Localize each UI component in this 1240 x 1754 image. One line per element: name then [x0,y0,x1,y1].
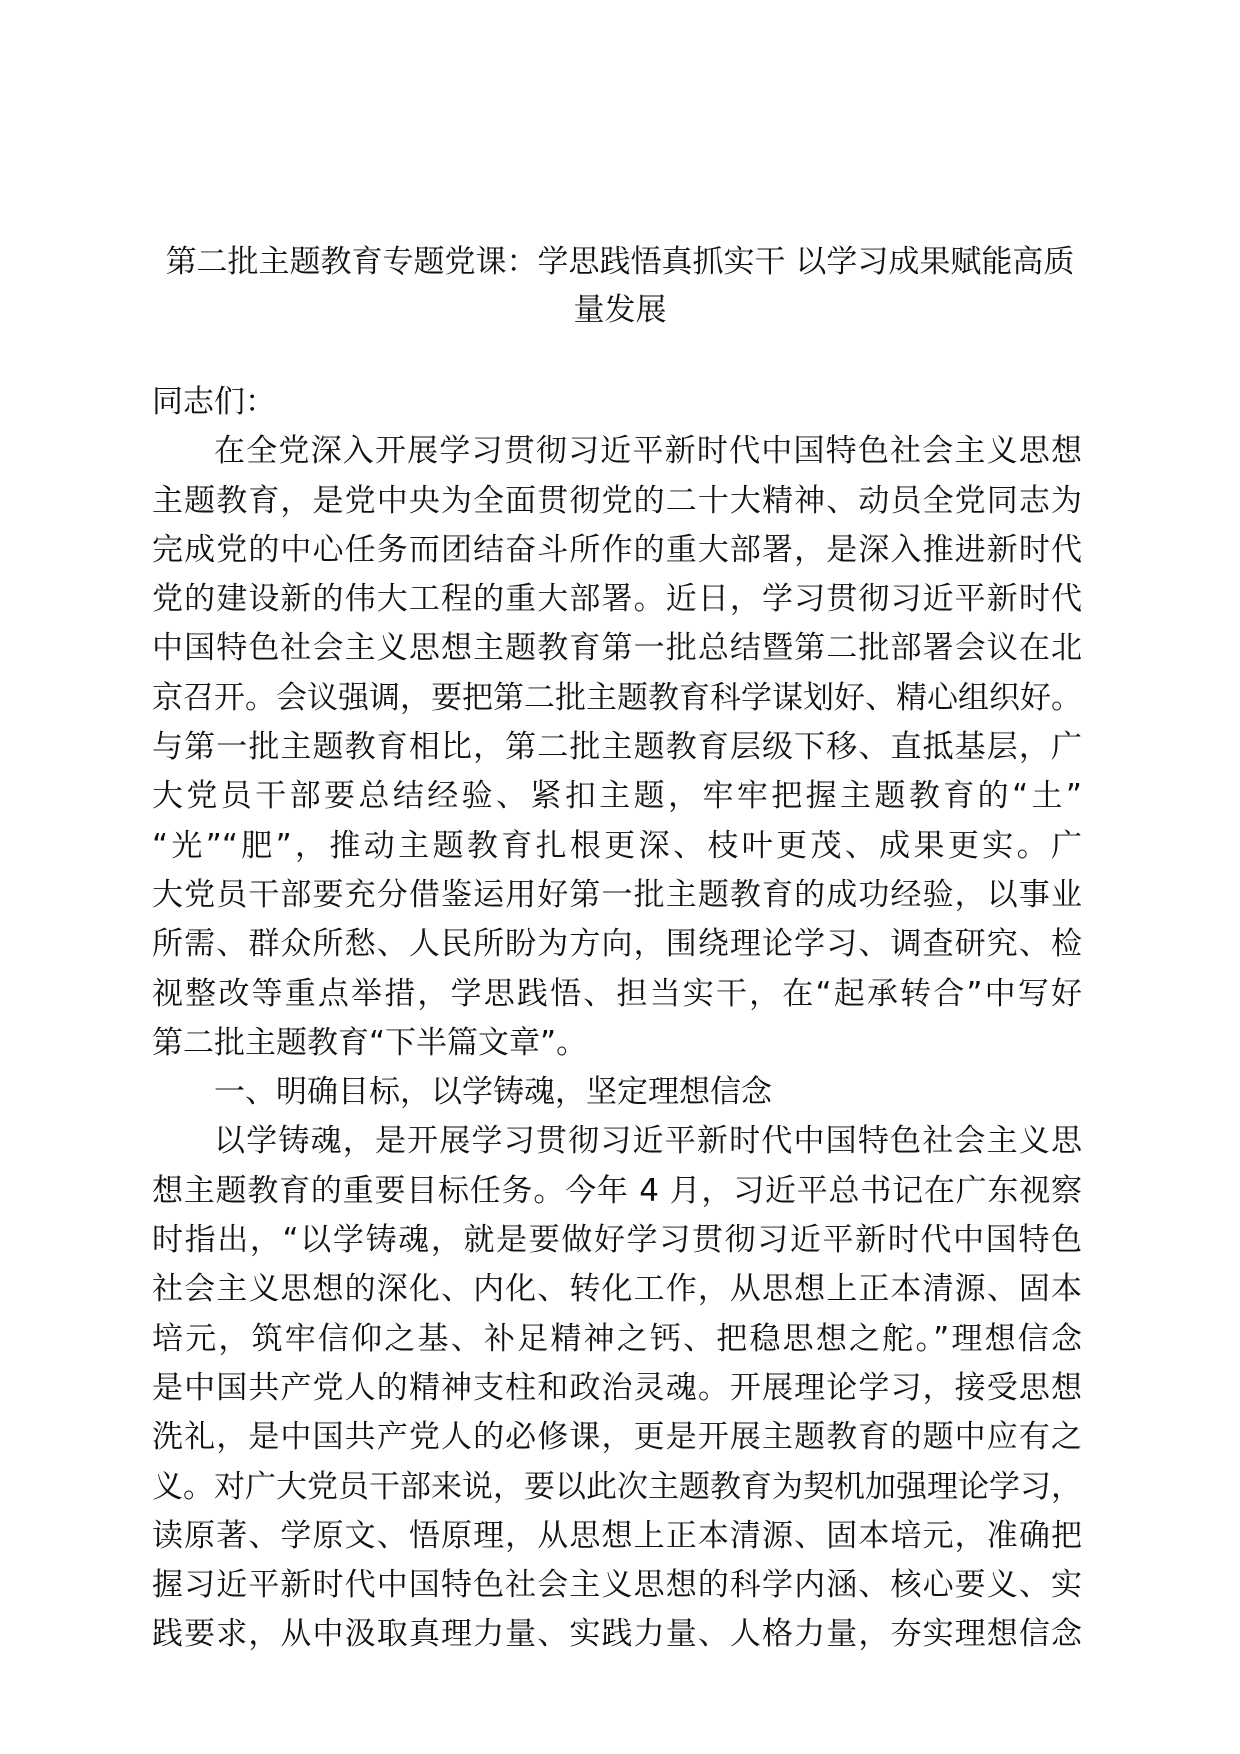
paragraph-line: 义。对广大党员干部来说，要以此次主题教育为契机加强理论学习， [152,1468,1082,1505]
paragraph-line: 洗礼，是中国共产党人的必修课，更是开展主题教育的题中应有之 [152,1419,1082,1456]
paragraph-line: 中国特色社会主义思想主题教育第一批总结暨第二批部署会议在北 [152,630,1082,667]
paragraph-line: 视整改等重点举措，学思践悟、担当实干，在“起承转合”中写好 [152,975,1082,1012]
document-title [150,238,1090,334]
paragraph-line: 培元，筑牢信仰之基、补足精神之钙、把稳思想之舵。”理想信念 [152,1320,1082,1357]
paragraph-line: 与第一批主题教育相比，第二批主题教育层级下移、直抵基层，广 [152,729,1082,766]
paragraph-line: 读原著、学原文、悟原理，从思想上正本清源、固本培元，准确把 [152,1517,1082,1554]
paragraph-line: 大党员干部要充分借鉴运用好第一批主题教育的成功经验，以事业 [152,876,1082,913]
paragraph-line: 大党员干部要总结经验、紧扣主题，牢牢把握主题教育的“土” [152,778,1082,815]
paragraph-line: 在全党深入开展学习贯彻习近平新时代中国特色社会主义思想 [214,433,1082,470]
paragraph-2 [152,1117,1082,1659]
paragraph-line: 社会主义思想的深化、内化、转化工作，从思想上正本清源、固本 [152,1271,1082,1308]
document-body [152,378,1082,1660]
paragraph-line: “光”“肥”，推动主题教育扎根更深、枝叶更茂、成果更实。广 [152,827,1082,864]
paragraph-line: 主题教育，是党中央为全面贯彻党的二十大精神、动员全党同志为 [152,482,1082,519]
paragraph-line: 想主题教育的重要目标任务。今年 4 月，习近平总书记在广东视察 [152,1172,1082,1209]
salutation: 同志们： [152,384,276,420]
paragraph-1 [152,427,1082,1068]
paragraph-line: 完成党的中心任务而团结奋斗所作的重大部署，是深入推进新时代 [152,531,1082,568]
paragraph-line: 京召开。会议强调，要把第二批主题教育科学谋划好、精心组织好。 [152,679,1082,716]
paragraph-line: 所需、群众所愁、人民所盼为方向，围绕理论学习、调查研究、检 [152,926,1082,963]
paragraph-line: 践要求，从中汲取真理力量、实践力量、人格力量，夯实理想信念 [152,1616,1082,1653]
paragraph-line: 是中国共产党人的精神支柱和政治灵魂。开展理论学习，接受思想 [152,1369,1082,1406]
title-line: 第二批主题教育专题党课：学思践悟真抓实干 以学习成果赋能高质 [165,244,1075,280]
paragraph-line: 时指出，“以学铸魂，就是要做好学习贯彻习近平新时代中国特色 [152,1222,1082,1259]
paragraph-line: 第二批主题教育“下半篇文章”。 [152,1024,588,1061]
paragraph-line: 以学铸魂，是开展学习贯彻习近平新时代中国特色社会主义思 [214,1123,1082,1160]
paragraph-line: 党的建设新的伟大工程的重大部署。近日，学习贯彻习近平新时代 [152,581,1082,618]
title-line: 量发展 [573,292,667,328]
section-heading: 一、明确目标，以学铸魂，坚定理想信念 [214,1074,772,1111]
paragraph-line: 握习近平新时代中国特色社会主义思想的科学内涵、核心要义、实 [152,1567,1082,1604]
